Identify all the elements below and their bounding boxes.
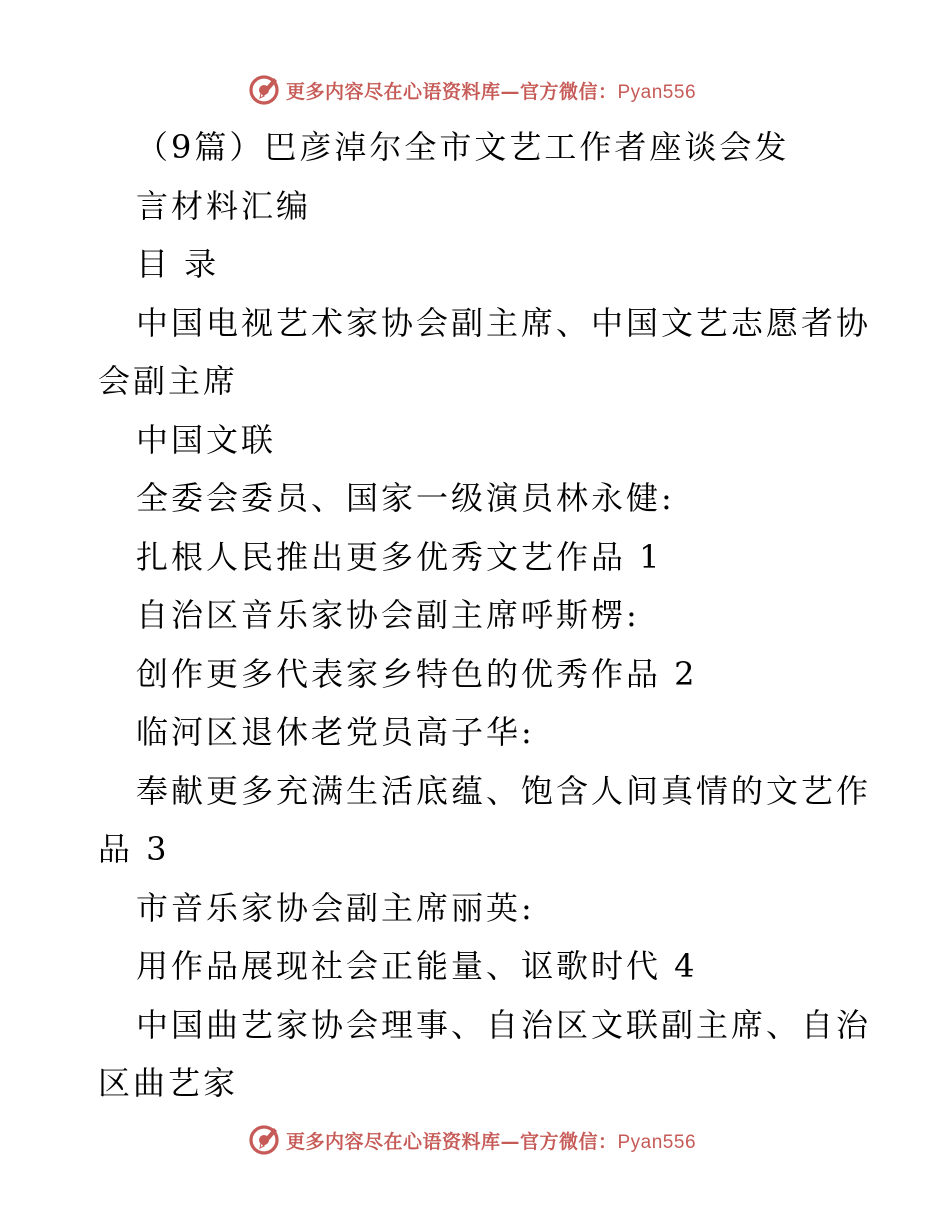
toc-line: 创作更多代表家乡特色的优秀作品 2 <box>136 654 698 693</box>
toc-heading: 目 录 <box>136 245 220 283</box>
header-banner-inner <box>248 74 696 106</box>
toc-line: 区曲艺家 <box>98 1064 239 1102</box>
header-banner-text <box>286 77 696 104</box>
toc-line: 市音乐家协会副主席丽英: <box>136 888 535 927</box>
document-body <box>0 118 950 1113</box>
footer-banner-inner <box>248 1124 696 1156</box>
footer-banner-wechat-label: 官方微信： <box>519 1130 618 1153</box>
header-banner-main: 更多内容尽在心语资料库 <box>285 80 501 103</box>
toc-line: 中国文联 <box>136 420 277 459</box>
toc-line: 用作品展现社会正能量、讴歌时代 4 <box>136 947 698 985</box>
red-pen-logo-icon <box>248 74 280 106</box>
header-banner-wechat-id: Pyan556 <box>617 81 697 103</box>
toc-line: 中国曲艺家协会理事、自治区文联副主席、自治 <box>136 1005 872 1044</box>
footer-banner-wechat-id: Pyan556 <box>617 1131 697 1153</box>
footer-banner-separator: — <box>500 1130 520 1153</box>
footer-banner-text <box>286 1127 696 1154</box>
document-title-line-2: 言材料汇编 <box>136 186 312 225</box>
footer-banner-main: 更多内容尽在心语资料库 <box>285 1130 501 1153</box>
document-title-line-1: （9篇）巴彦淖尔全市文艺工作者座谈会发 <box>136 128 790 166</box>
toc-line: 会副主席 <box>98 362 239 400</box>
red-pen-logo-icon <box>248 1124 280 1156</box>
header-banner <box>0 70 950 110</box>
toc-line: 扎根人民推出更多优秀文艺作品 1 <box>136 537 663 576</box>
toc-line: 自治区音乐家协会副主席呼斯楞: <box>136 596 640 634</box>
footer-banner <box>0 1120 950 1160</box>
toc-line: 临河区退休老党员高子华: <box>136 713 535 751</box>
header-banner-separator: — <box>500 80 520 103</box>
toc-line: 中国电视艺术家协会副主席、中国文艺志愿者协 <box>136 303 872 342</box>
header-banner-wechat-label: 官方微信： <box>519 80 618 103</box>
toc-line: 全委会委员、国家一级演员林永健: <box>136 479 675 517</box>
toc-line: 奉献更多充满生活底蕴、饱含人间真情的文艺作 <box>136 771 872 810</box>
toc-line: 品 3 <box>98 830 170 868</box>
